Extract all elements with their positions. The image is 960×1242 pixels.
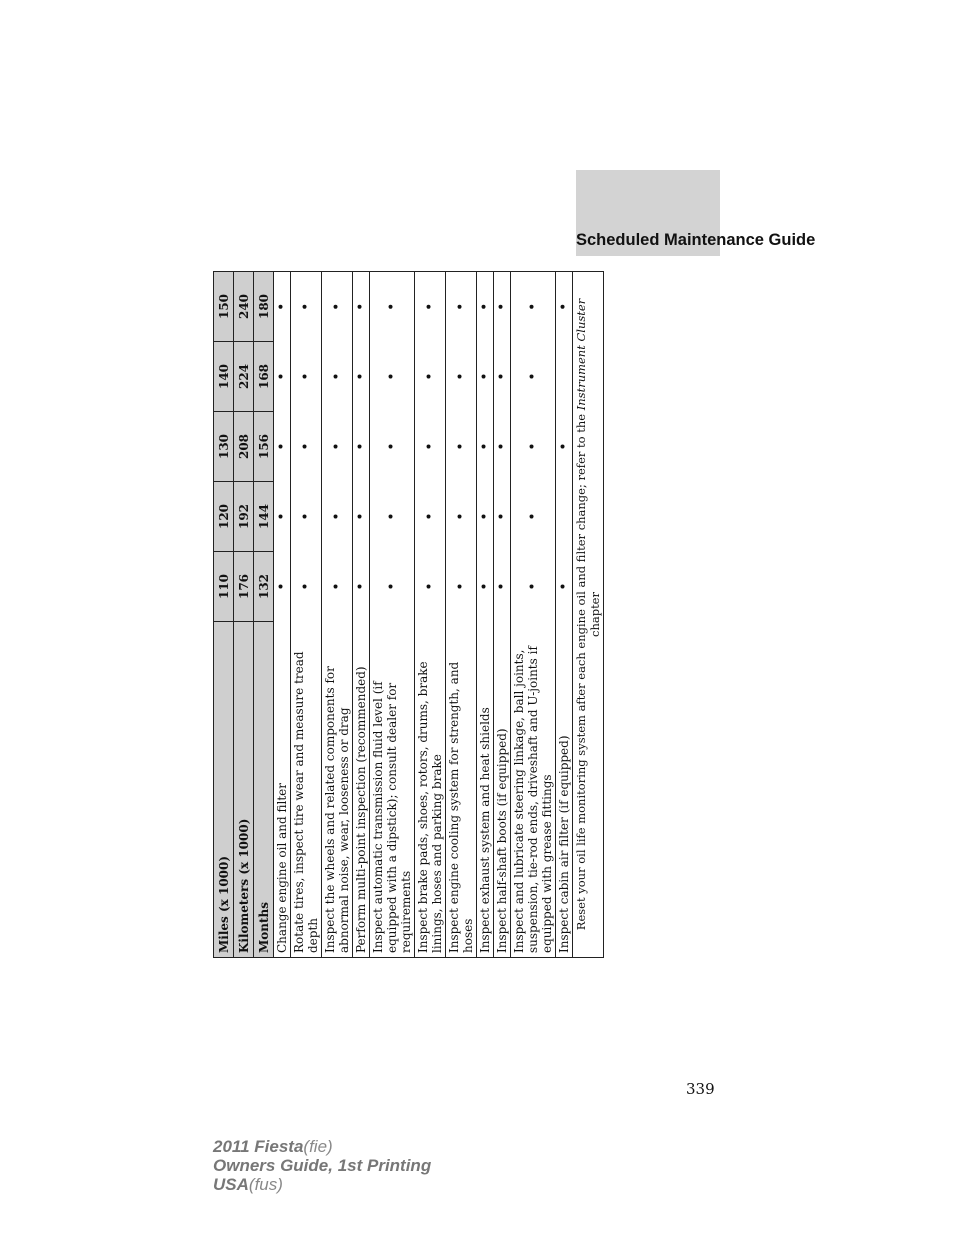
task-cell: Change engine oil and filter — [274, 622, 291, 958]
header-label: Kilometers (x 1000) — [234, 622, 254, 958]
interval-mark: • — [446, 412, 477, 482]
note-text: Reset your oil life monitoring system after each engine oil and filter change; refer to the — [574, 413, 588, 931]
interval-mark: • — [477, 412, 494, 482]
page-number: 339 — [686, 1080, 715, 1098]
header-value: 144 — [254, 482, 274, 552]
interval-mark: • — [477, 272, 494, 342]
table-row — [511, 272, 556, 958]
header-value: 140 — [214, 342, 234, 412]
interval-mark: • — [274, 482, 291, 552]
header-label: Miles (x 1000) — [214, 622, 234, 958]
interval-mark: • — [446, 272, 477, 342]
header-value: 120 — [214, 482, 234, 552]
task-cell: Rotate tires, inspect tire wear and measure tread depth — [291, 622, 322, 958]
interval-mark: • — [477, 552, 494, 622]
interval-mark: • — [415, 482, 446, 552]
interval-mark: • — [494, 272, 511, 342]
header-value: 224 — [234, 342, 254, 412]
header-row — [254, 272, 274, 958]
interval-mark: • — [415, 412, 446, 482]
interval-mark: • — [291, 482, 322, 552]
section-header-box — [576, 170, 816, 256]
interval-mark: • — [494, 342, 511, 412]
footer-line-1: 2011 Fiesta(fie) — [213, 1137, 333, 1156]
rotated-table-container — [213, 272, 602, 958]
header-value: 180 — [254, 272, 274, 342]
interval-mark: • — [446, 482, 477, 552]
header-value: 132 — [254, 552, 274, 622]
interval-mark: • — [291, 342, 322, 412]
interval-mark: • — [322, 482, 353, 552]
header-row — [214, 272, 234, 958]
interval-mark: • — [322, 412, 353, 482]
task-cell: Inspect engine cooling system for strength, and hoses — [446, 622, 477, 958]
interval-mark: • — [291, 412, 322, 482]
interval-mark: • — [370, 412, 415, 482]
header-value: 130 — [214, 412, 234, 482]
maintenance-schedule-table — [213, 271, 604, 958]
note-row — [573, 272, 604, 958]
interval-mark: • — [494, 412, 511, 482]
interval-mark: • — [370, 552, 415, 622]
header-value: 168 — [254, 342, 274, 412]
interval-mark: • — [511, 552, 556, 622]
table-row — [477, 272, 494, 958]
header-value: 240 — [234, 272, 254, 342]
footer-line-2: Owners Guide, 1st Printing — [213, 1156, 432, 1175]
header-row — [234, 272, 254, 958]
note-chapter-ref: Instrument Cluster — [574, 298, 588, 411]
table-row — [274, 272, 291, 958]
header-value: 192 — [234, 482, 254, 552]
table-row — [556, 272, 573, 958]
task-cell: Inspect and lubricate steering linkage, ball joints, suspension, tie-rod ends, driveshaft and U-joints if equipped with grease fittings — [511, 622, 556, 958]
interval-mark: • — [370, 482, 415, 552]
interval-mark — [556, 342, 573, 412]
interval-mark: • — [353, 272, 370, 342]
header-label: Months — [254, 622, 274, 958]
interval-mark: • — [446, 552, 477, 622]
interval-mark: • — [291, 272, 322, 342]
section-title: Scheduled Maintenance Guide — [576, 231, 816, 249]
note-cell — [573, 272, 604, 958]
interval-mark: • — [446, 342, 477, 412]
interval-mark: • — [556, 552, 573, 622]
header-value: 110 — [214, 552, 234, 622]
interval-mark: • — [511, 412, 556, 482]
task-cell: Inspect brake pads, shoes, rotors, drums, brake linings, hoses and parking brake — [415, 622, 446, 958]
table-row — [370, 272, 415, 958]
interval-mark: • — [274, 552, 291, 622]
table-row — [446, 272, 477, 958]
interval-mark: • — [494, 552, 511, 622]
task-cell: Perform multi-point inspection (recommended) — [353, 622, 370, 958]
interval-mark: • — [511, 272, 556, 342]
task-cell: Inspect the wheels and related components for abnormal noise, wear, looseness or drag — [322, 622, 353, 958]
table-row — [415, 272, 446, 958]
interval-mark: • — [511, 342, 556, 412]
interval-mark: • — [353, 412, 370, 482]
task-cell: Inspect half-shaft boots (if equipped) — [494, 622, 511, 958]
header-value: 150 — [214, 272, 234, 342]
interval-mark: • — [415, 272, 446, 342]
interval-mark: • — [556, 272, 573, 342]
interval-mark: • — [415, 342, 446, 412]
interval-mark: • — [556, 412, 573, 482]
note-text-end: chapter — [588, 592, 602, 637]
interval-mark: • — [494, 482, 511, 552]
interval-mark: • — [274, 342, 291, 412]
interval-mark: • — [511, 482, 556, 552]
table-row — [494, 272, 511, 958]
header-value: 176 — [234, 552, 254, 622]
table-row — [322, 272, 353, 958]
interval-mark: • — [353, 482, 370, 552]
interval-mark: • — [370, 342, 415, 412]
interval-mark — [556, 482, 573, 552]
footer-line-3: USA(fus) — [213, 1175, 283, 1194]
interval-mark: • — [370, 272, 415, 342]
header-value: 208 — [234, 412, 254, 482]
interval-mark: • — [291, 552, 322, 622]
task-cell: Inspect exhaust system and heat shields — [477, 622, 494, 958]
header-value: 156 — [254, 412, 274, 482]
interval-mark: • — [477, 342, 494, 412]
maintenance-table-wrapper — [213, 272, 602, 958]
table-row — [291, 272, 322, 958]
table-row — [353, 272, 370, 958]
interval-mark: • — [274, 272, 291, 342]
interval-mark: • — [322, 342, 353, 412]
interval-mark: • — [274, 412, 291, 482]
task-cell: Inspect cabin air filter (if equipped) — [556, 622, 573, 958]
interval-mark: • — [322, 272, 353, 342]
task-cell: Inspect automatic transmission fluid level (if equipped with a dipstick); consult dealer for requirements — [370, 622, 415, 958]
interval-mark: • — [322, 552, 353, 622]
interval-mark: • — [353, 342, 370, 412]
interval-mark: • — [353, 552, 370, 622]
footer-imprint — [213, 1137, 431, 1194]
interval-mark: • — [415, 552, 446, 622]
interval-mark: • — [477, 482, 494, 552]
